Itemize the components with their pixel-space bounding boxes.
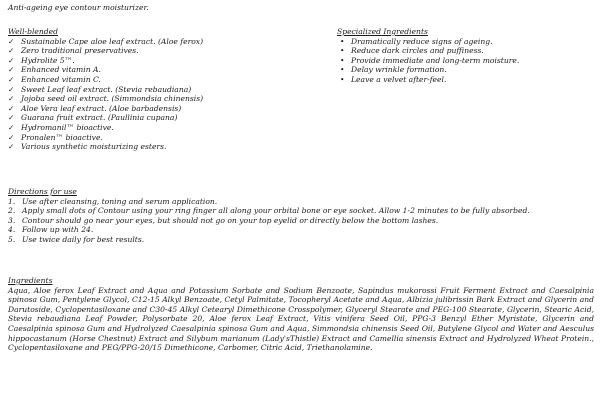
checkmark-icon: ✓ (8, 103, 15, 113)
page-title: Anti-ageing eye contour moisturizer. (8, 3, 149, 12)
list-item: • Delay wrinkle formation. (340, 65, 447, 75)
checkmark-icon: ✓ (8, 113, 15, 123)
list-item: • Provide immediate and long-term moisture. (340, 55, 520, 65)
list-item: ✓ Sweet Leaf leaf extract. (Stevia rebaudiana) (8, 84, 192, 94)
checkmark-icon: ✓ (8, 46, 15, 56)
list-item: • Leave a velvet after-feel. (340, 74, 447, 84)
list-item: ✓ Pronalen™ bioactive. (8, 132, 103, 142)
specialized-section (337, 27, 592, 85)
bullet-icon: • (340, 74, 345, 84)
list-item: ✓ Zero traditional preservatives. (8, 46, 139, 56)
directions-section (8, 187, 593, 245)
list-item: • Reduce dark circles and puffiness. (340, 46, 484, 56)
checkmark-icon: ✓ (8, 65, 15, 75)
list-item: ✓ Hydromanil™ bioactive. (8, 122, 114, 132)
list-item: ✓ Sustainable Cape aloe leaf extract. (Aloe ferox) (8, 36, 204, 46)
ingredients-text: Aqua, Aloe ferox Leaf Extract and Aqua and Potassium Sorbate and Sodium Benzoate, Sapindus mukorossi Fruit Ferment Extract and Caesalpinia spinosa Gum, Pentylene Glycol, C12-15 Alkyl Benzoate, Cetyl Palmitate, Tocopheryl Acetate and Aqua, Albizia julibrissin Bark Extract and Glycerin and Darutoside, Cyclopentasiloxane and C30-45 Alkyl Cetearyl Dimethicone Crosspolymer, Glyceryl Stearate and PEG-100 Stearate, Glycerin, Stearic Acid, Stevia rebaudiana Leaf Powder, Polysorbate 20, Aloe ferox Leaf Extract, Vitis vinifera Seed Oil, PPG-3 Benzyl Ether Myristate, Glycerin and Caesalpinia spinosa Gum and Hydrolyzed Caesalpinia spinosa Gum and Aqua, Simmondsia chinensis Seed Oil, Butylene Glycol and Water and Aesculus hippocastanum (Horse Chestnut) Extract and Silybum marianum (Lady'sThistle) Extract and Camellia sinensis Extract and Hydrolyzed Wheat Protein., Cyclopentasiloxane and PEG/PPG-20/15 Dimethicone, Carbomer, Citric Acid, Triethanolamine. (8, 285, 594, 353)
directions-heading: Directions for use (8, 187, 77, 196)
checkmark-icon: ✓ (8, 55, 15, 65)
list-item: ✓ Enhanced vitamin C. (8, 74, 101, 84)
checkmark-icon: ✓ (8, 74, 15, 84)
direction-step: 3. Contour should go near your eyes, but should not go on your top eyelid or directly below the bottom lashes. (8, 215, 439, 225)
well-blended-list (8, 37, 338, 152)
list-item: ✓ Various synthetic moisturizing esters. (8, 142, 167, 152)
checkmark-icon: ✓ (8, 84, 15, 94)
list-item: ✓ Enhanced vitamin A. (8, 65, 101, 75)
list-item: • Dramatically reduce signs of ageing. (340, 36, 493, 46)
direction-step: 1. Use after cleansing, toning and serum application. (8, 196, 218, 206)
list-item: ✓ Hydrolite 5™. (8, 55, 75, 65)
checkmark-icon: ✓ (8, 122, 15, 132)
ingredients-heading: Ingredients (8, 276, 53, 285)
list-item: ✓ Aloe Vera leaf extract. (Aloe barbadensis) (8, 103, 182, 113)
directions-list (8, 197, 593, 245)
list-item: ✓ Jojoba seed oil extract. (Simmondsia chinensis) (8, 94, 204, 104)
direction-step: 2. Apply small dots of Contour using your ring finger all along your orbital bone or eye socket. Allow 1-2 minutes to be fully absorbed. (8, 206, 530, 216)
direction-step: 5. Use twice daily for best results. (8, 234, 145, 244)
bullet-icon: • (340, 36, 345, 46)
bullet-icon: • (340, 46, 345, 56)
checkmark-icon: ✓ (8, 36, 15, 46)
specialized-heading: Specialized Ingredients (337, 27, 428, 36)
specialized-list (337, 37, 592, 85)
well-blended-section (8, 27, 338, 152)
checkmark-icon: ✓ (8, 94, 15, 104)
list-item: ✓ Guarana fruit extract. (Paullinia cupana) (8, 113, 178, 123)
direction-step: 4. Follow up with 24. (8, 225, 94, 235)
checkmark-icon: ✓ (8, 142, 15, 152)
bullet-icon: • (340, 65, 345, 75)
well-blended-heading: Well-blended (8, 27, 58, 36)
checkmark-icon: ✓ (8, 132, 15, 142)
bullet-icon: • (340, 55, 345, 65)
ingredients-section (8, 276, 594, 353)
